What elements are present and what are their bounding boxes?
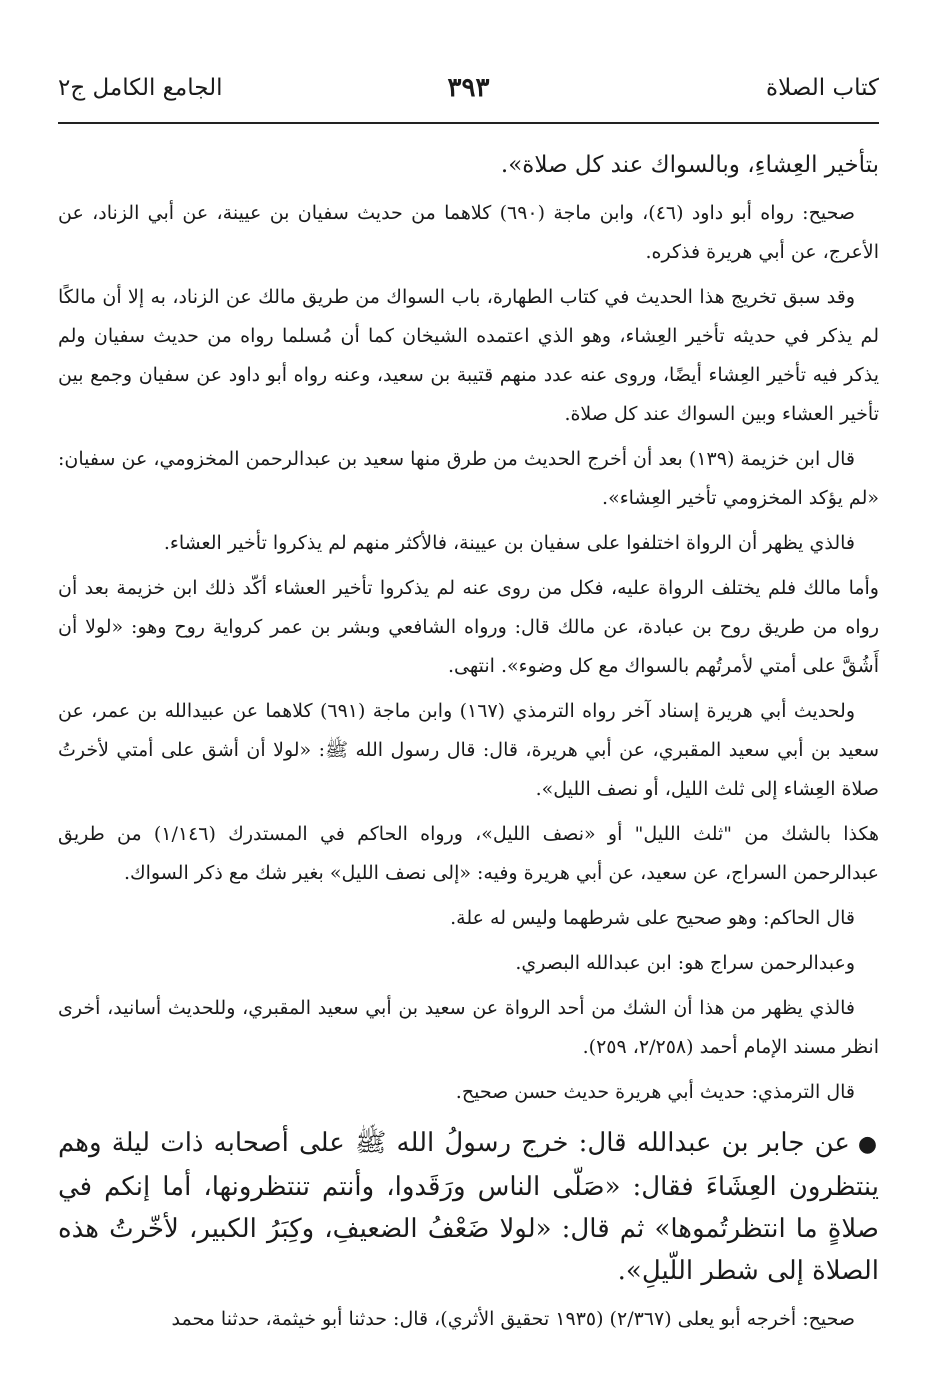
bullet-icon: ●	[857, 1132, 879, 1157]
paragraph-continuation: بتأخير العِشاءِ، وبالسواك عند كل صلاة».	[500, 152, 879, 178]
page-header	[58, 62, 879, 114]
paragraph-conclusion: فالذي يظهر أن الرواة اختلفوا على سفيان بن عيينة، فالأكثر منهم لم يذكروا تأخير العشاء.	[163, 532, 855, 554]
header-section-title: كتاب الصلاة	[766, 74, 879, 101]
paragraph-narrator-note: وعبدالرحمن سراج هو: ابن عبدالله البصري.	[515, 952, 855, 974]
paragraph-hakim: هكذا بالشك من "ثلث الليل" أو «نصف الليل»، ورواه الحاكم في المستدرك (١/١٤٦) من طريق عبدالرحمن السراج، عن سعيد، عن أبي هريرة وفيه: «إلى نصف الليل» بغير شك مع ذكر السواك.	[58, 823, 879, 884]
header-divider	[58, 122, 879, 124]
paragraph-malik: وأما مالك فلم يختلف الرواة عليه، فكل من روى عنه لم يذكروا تأخير العشاء أكّد ذلك ابن خزيمة بعد أن رواه من طريق روح بن عبادة، عن مالك قال: ورواه الشافعي وبشر بن عمر كرواية روح وهو: «لولا أن أَشُقَّ على أمتي لأمرتُهم بالسواك مع كل وضوء». انتهى.	[58, 577, 879, 677]
paragraph-abu-yala: صحيح: أخرجه أبو يعلى (٢/٣٦٧) (١٩٣٥ تحقيق الأثري)، قال: حدثنا أبو خيثمة، حدثنا محمد	[171, 1308, 855, 1330]
paragraph-ibn-khuzayma: قال ابن خزيمة (١٣٩) بعد أن أخرج الحديث من طرق منها سعيد بن عبدالرحمن المخزومي، عن سفيان: «لم يؤكد المخزومي تأخير العِشاء».	[58, 448, 879, 509]
hadith-paragraph	[58, 1118, 879, 1300]
header-book-title: الجامع الكامل ج٢	[58, 74, 223, 101]
page-number: ٣٩٣	[447, 73, 490, 103]
paragraph-doubt: فالذي يظهر من هذا أن الشك من أحد الرواة عن سعيد بن أبي سعيد المقبري، وللحديث أسانيد، أخرى انظر مسند الإمام أحمد (٢/٢٥٨، ٢٥٩).	[58, 997, 879, 1058]
paragraph-hakim-grade: قال الحاكم: وهو صحيح على شرطهما وليس له علة.	[450, 907, 855, 929]
paragraph-tirmidhi-isnad: ولحديث أبي هريرة إسناد آخر رواه الترمذي (١٦٧) وابن ماجة (٦٩١) كلاهما عن عبيدالله بن عمر، عن سعيد بن أبي سعيد المقبري، عن أبي هريرة، قال: قال رسول الله ﷺ: «لولا أن أشق على أمتي لأخرتُ صلاة العِشاء إلى ثلث الليل، أو نصف الليل».	[58, 700, 879, 800]
paragraph-tirmidhi-grade: قال الترمذي: حديث أبي هريرة حديث حسن صحيح.	[455, 1081, 855, 1103]
hadith-text: عن جابر بن عبدالله قال: خرج رسولُ الله ﷺ على أصحابه ذات ليلة وهم ينتظرون العِشَاءَ فقال: «صَلّى الناس ورَقَدوا، وأنتم تنتظرونها، أما إنكم في صلاةٍ ما انتظرتُموها» ثم قال: «لولا ضَعْفُ الضعيفِ، وكِبَرُ الكبير، لأخّرتُ هذه الصلاة إلى شطر اللّيلِ».	[58, 1128, 879, 1286]
paragraph-commentary: وقد سبق تخريج هذا الحديث في كتاب الطهارة، باب السواك من طريق مالك عن الزناد، به إلا أن مالكًا لم يذكر في حديثه تأخير العِشاء، وهو الذي اعتمده الشيخان كما أن مُسلما رواه من حديث سفيان ولم يذكر فيه تأخير العِشاء أيضًا، وروى عنه عدد منهم قتيبة بن سعيد، وعنه رواه أبو داود عن سفيان وجمع بين تأخير العشاء وبين السواك عند كل صلاة.	[58, 286, 879, 425]
paragraph-takhrij: صحيح: رواه أبو داود (٤٦)، وابن ماجة (٦٩٠) كلاهما من حديث سفيان بن عيينة، عن أبي الزناد، عن الأعرج، عن أبي هريرة فذكره.	[58, 202, 879, 263]
page-body	[58, 134, 879, 1345]
